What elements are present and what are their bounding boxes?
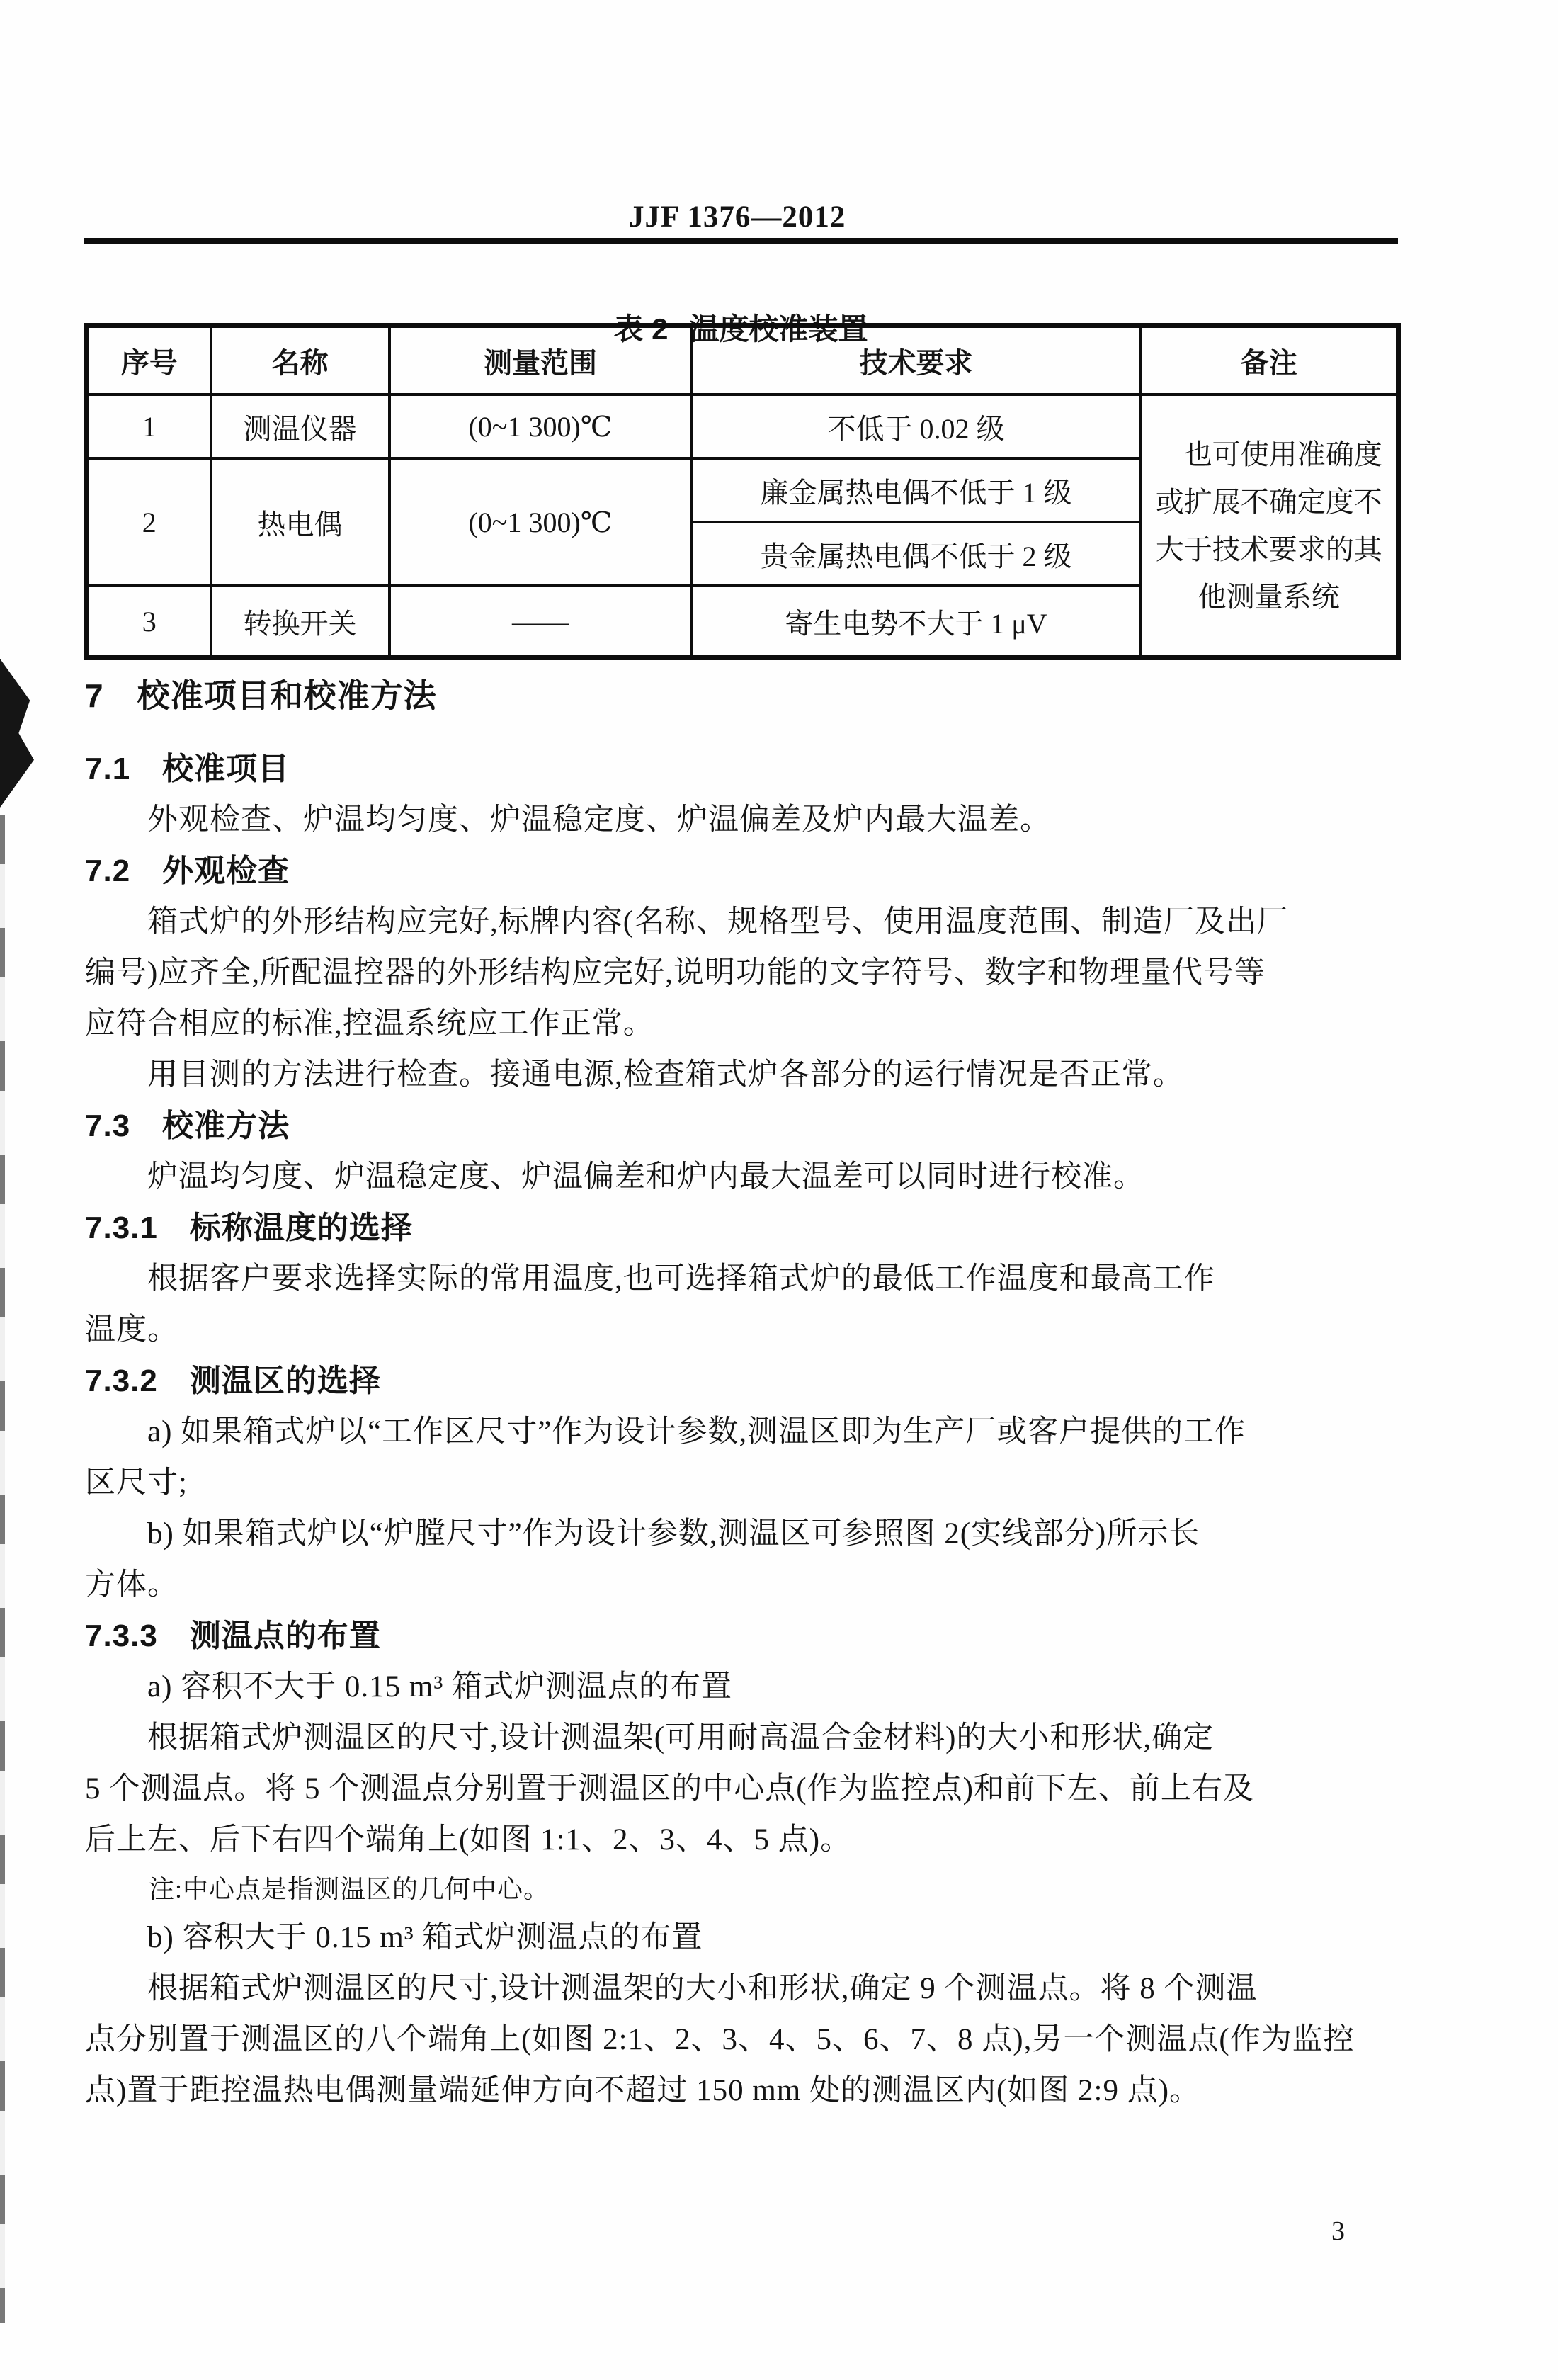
paragraph-line: 根据箱式炉测温区的尺寸,设计测温架的大小和形状,确定 9 个测温点。将 8 个测温 bbox=[147, 1972, 1258, 2005]
page-number: 3 bbox=[1331, 2216, 1345, 2246]
paragraph-line: 炉温均匀度、炉温稳定度、炉温偏差和炉内最大温差可以同时进行校准。 bbox=[147, 1160, 1144, 1194]
cell-remark: 也可使用准确度或扩展不确定度不大于技术要求的其他测量系统 bbox=[1141, 395, 1399, 658]
paragraph-line: 根据客户要求选择实际的常用温度,也可选择箱式炉的最低工作温度和最高工作 bbox=[147, 1262, 1215, 1296]
heading-7-3-1: 7.3.1 标称温度的选择 bbox=[85, 1211, 413, 1245]
paragraph-line: 5 个测温点。将 5 个测温点分别置于测温区的中心点(作为监控点)和前下左、前上右及 bbox=[85, 1772, 1254, 1806]
col-header-name: 名称 bbox=[211, 326, 390, 395]
table-header-row bbox=[87, 326, 1399, 395]
heading-7-2: 7.2 外观检查 bbox=[85, 854, 290, 888]
cell-index: 3 bbox=[87, 586, 211, 658]
col-header-index: 序号 bbox=[87, 326, 211, 395]
paragraph-line: 温度。 bbox=[85, 1313, 178, 1347]
cell-range: (0~1 300)℃ bbox=[390, 458, 692, 586]
cell-range: —— bbox=[390, 586, 692, 658]
cell-range: (0~1 300)℃ bbox=[390, 395, 692, 458]
cell-requirement: 贵金属热电偶不低于 2 级 bbox=[692, 522, 1141, 586]
calibration-equipment-table bbox=[84, 323, 1401, 660]
document-code-header: JJF 1376—2012 bbox=[629, 200, 846, 234]
cell-index: 1 bbox=[87, 395, 211, 458]
header-rule bbox=[84, 238, 1398, 244]
list-item-a-line: a) 如果箱式炉以“工作区尺寸”作为设计参数,测温区即为生产厂或客户提供的工作 bbox=[147, 1415, 1246, 1449]
paragraph-line: 区尺寸; bbox=[85, 1466, 188, 1500]
scan-artifact bbox=[0, 815, 5, 2323]
scan-artifact bbox=[0, 659, 34, 808]
heading-7: 7 校准项目和校准方法 bbox=[85, 677, 437, 714]
table-caption-text: 温度校准装置 bbox=[689, 312, 868, 346]
heading-7-3-2: 7.3.2 测温区的选择 bbox=[85, 1364, 381, 1398]
paragraph-line: 应符合相应的标准,控温系统应工作正常。 bbox=[85, 1007, 654, 1041]
table-row bbox=[87, 395, 1399, 458]
cell-name: 测温仪器 bbox=[211, 395, 390, 458]
cell-requirement: 寄生电势不大于 1 μV bbox=[692, 586, 1141, 658]
list-item-b-line: b) 如果箱式炉以“炉膛尺寸”作为设计参数,测温区可参照图 2(实线部分)所示长 bbox=[147, 1517, 1200, 1551]
body-text bbox=[85, 667, 1404, 2116]
paragraph-line: 用目测的方法进行检查。接通电源,检查箱式炉各部分的运行情况是否正常。 bbox=[147, 1058, 1184, 1092]
heading-7-3-3: 7.3.3 测温点的布置 bbox=[85, 1619, 381, 1653]
note-line: 注:中心点是指测温区的几何中心。 bbox=[149, 1875, 550, 1903]
heading-7-3: 7.3 校准方法 bbox=[85, 1109, 290, 1143]
cell-name: 热电偶 bbox=[211, 458, 390, 586]
col-header-requirement: 技术要求 bbox=[692, 326, 1141, 395]
paragraph-line: 编号)应齐全,所配温控器的外形结构应完好,说明功能的文字符号、数字和物理量代号等 bbox=[85, 956, 1266, 990]
cell-requirement: 廉金属热电偶不低于 1 级 bbox=[692, 458, 1141, 522]
paragraph-line: 后上左、后下右四个端角上(如图 1:1、2、3、4、5 点)。 bbox=[85, 1823, 852, 1857]
cell-index: 2 bbox=[87, 458, 211, 586]
paragraph-line: 方体。 bbox=[85, 1568, 178, 1602]
list-item-a-line: a) 容积不大于 0.15 m³ 箱式炉测温点的布置 bbox=[147, 1670, 732, 1704]
list-item-b-line: b) 容积大于 0.15 m³ 箱式炉测温点的布置 bbox=[147, 1921, 703, 1954]
paragraph-line: 根据箱式炉测温区的尺寸,设计测温架(可用耐高温合金材料)的大小和形状,确定 bbox=[147, 1721, 1215, 1755]
paragraph-line: 点分别置于测温区的八个端角上(如图 2:1、2、3、4、5、6、7、8 点),另一个测温点(作为监控 bbox=[85, 2023, 1355, 2056]
col-header-range: 测量范围 bbox=[390, 326, 692, 395]
table-caption-label: 表 2 bbox=[613, 312, 669, 346]
cell-name: 转换开关 bbox=[211, 586, 390, 658]
paragraph-line: 点)置于距控温热电偶测量端延伸方向不超过 150 mm 处的测温区内(如图 2:9 点)。 bbox=[85, 2074, 1201, 2107]
col-header-remark: 备注 bbox=[1141, 326, 1399, 395]
paragraph-line: 箱式炉的外形结构应完好,标牌内容(名称、规格型号、使用温度范围、制造厂及出厂 bbox=[147, 905, 1289, 939]
paragraph-line: 外观检查、炉温均匀度、炉温稳定度、炉温偏差及炉内最大温差。 bbox=[147, 803, 1051, 837]
heading-7-1: 7.1 校准项目 bbox=[85, 752, 290, 786]
cell-requirement: 不低于 0.02 级 bbox=[692, 395, 1141, 458]
